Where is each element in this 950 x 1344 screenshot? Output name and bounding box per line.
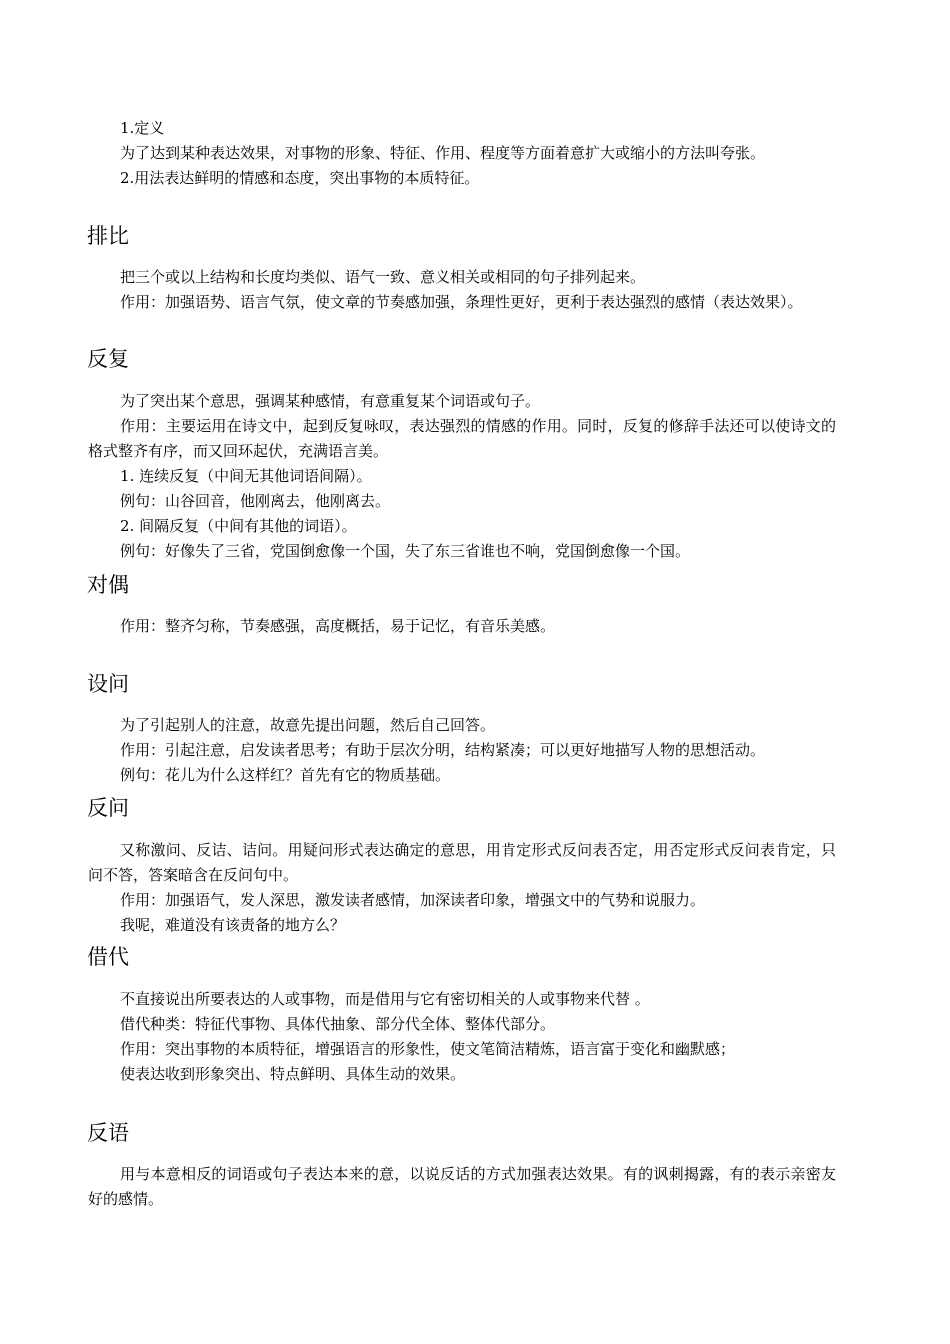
heading-fanwen: 反问 <box>87 796 129 820</box>
fanfu-definition: 为了突出某个意思，强调某种感情，有意重复某个词语或句子。 <box>120 392 541 410</box>
shewen-effect: 作用：引起注意，启发读者思考；有助于层次分明，结构紧凑；可以更好地描写人物的思想活动。 <box>120 741 766 759</box>
heading-fanfu: 反复 <box>87 347 129 371</box>
shewen-definition: 为了引起别人的注意，故意先提出问题，然后自己回答。 <box>120 716 496 734</box>
heading-duiou: 对偶 <box>87 573 129 597</box>
heading-fanyu: 反语 <box>87 1121 129 1145</box>
fanfu-example-2: 例句：好像失了三省，党国倒愈像一个国，失了东三省谁也不响，党国倒愈像一个国。 <box>120 542 691 560</box>
jiedai-types: 借代种类：特征代事物、具体代抽象、部分代全体、整体代部分。 <box>120 1015 556 1033</box>
shewen-example: 例句：花儿为什么这样红？首先有它的物质基础。 <box>120 766 451 784</box>
heading-jiedai: 借代 <box>87 945 129 969</box>
jiedai-definition: 不直接说出所要表达的人或事物，而是借用与它有密切相关的人或事物来代替 。 <box>120 990 650 1008</box>
heading-shewen: 设问 <box>87 672 129 696</box>
intro-line-definition: 为了达到某种表达效果，对事物的形象、特征、作用、程度等方面着意扩大或缩小的方法叫夸张。 <box>120 144 766 162</box>
paibi-definition: 把三个或以上结构和长度均类似、语气一致、意义相关或相同的句子排列起来。 <box>120 268 646 286</box>
fanfu-example-1: 例句：山谷回音，他刚离去，他刚离去。 <box>120 492 391 510</box>
intro-line-definition-label: 1.定义 <box>120 119 165 137</box>
jiedai-effect: 作用：突出事物的本质特征，增强语言的形象性，使文笔简洁精炼，语言富于变化和幽默感； <box>120 1040 736 1058</box>
fanyu-definition: 用与本意相反的词语或句子表达本来的意，以说反话的方式加强表达效果。有的讽刺揭露，有的表示亲密友好的感情。 <box>88 1165 836 1208</box>
heading-paibi: 排比 <box>87 224 129 248</box>
fanfu-effect: 作用：主要运用在诗文中，起到反复咏叹，表达强烈的情感的作用。同时，反复的修辞手法还可以使诗文的格式整齐有序，而又回环起伏，充满语言美。 <box>88 417 836 460</box>
fanwen-effect: 作用：加强语气，发人深思，激发读者感情，加深读者印象，增强文中的气势和说服力。 <box>120 891 706 909</box>
fanfu-type-2: 2. 间隔反复（中间有其他的词语）。 <box>120 517 357 535</box>
intro-line-usage: 2.用法表达鲜明的情感和态度，突出事物的本质特征。 <box>120 169 480 187</box>
fanwen-definition: 又称激问、反诘、诘问。用疑问形式表达确定的意思，用肯定形式反问表否定，用否定形式反问表肯定，只问不答，答案暗含在反问句中。 <box>88 841 836 884</box>
fanwen-example: 我呢，难道没有该责备的地方么？ <box>120 916 346 934</box>
duiou-effect: 作用：整齐匀称，节奏感强，高度概括，易于记忆，有音乐美感。 <box>120 617 556 635</box>
fanfu-type-1: 1. 连续反复（中间无其他词语间隔）。 <box>120 467 372 485</box>
jiedai-effect-continued: 使表达收到形象突出、特点鲜明、具体生动的效果。 <box>120 1065 466 1083</box>
paibi-effect: 作用：加强语势、语言气氛，使文章的节奏感加强，条理性更好，更利于表达强烈的感情（表达效果）。 <box>120 293 803 311</box>
